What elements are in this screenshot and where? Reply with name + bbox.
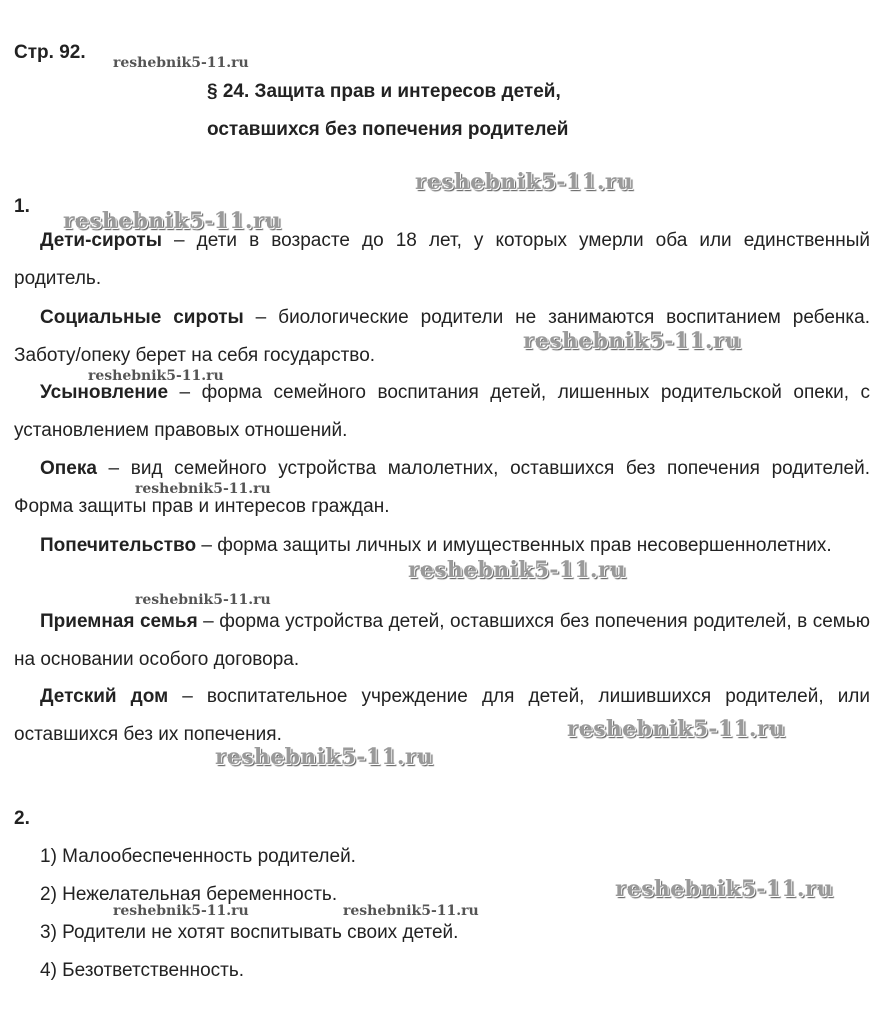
watermark: reshebnik5-11.ru (88, 368, 224, 384)
page-reference: Стр. 92. (14, 42, 86, 63)
list-item: 4) Безответственность. (40, 960, 245, 981)
watermark: reshebnik5-11.ru (523, 328, 742, 354)
definition-text: – вид семейного устройства малолетних, оставшихся без попечения родителей. Форма защиты прав и интересов граждан. (14, 458, 870, 517)
definition-deti-siroty (14, 222, 870, 298)
definition-text: – дети в возрасте до 18 лет, у которых умерли оба или единственный родитель. (14, 230, 870, 289)
section-title-line-2: оставшихся без попечения родителей (207, 119, 569, 140)
definition-term: Попечительство (40, 535, 197, 556)
watermark: reshebnik5-11.ru (343, 903, 479, 919)
list-item: 3) Родители не хотят воспитывать своих детей. (40, 922, 459, 943)
definition-opeka (14, 450, 870, 526)
watermark: reshebnik5-11.ru (113, 55, 249, 71)
definition-text: – форма защиты личных и имущественных прав несовершеннолетних. (196, 535, 832, 556)
definition-term: Приемная семья (40, 611, 198, 632)
section-title-line-1: § 24. Защита прав и интересов детей, (207, 81, 561, 102)
task-1-number: 1. (14, 196, 30, 217)
definition-text: – биологические родители не занимаются воспитанием ребенка. Заботу/опеку берет на себя государство. (14, 307, 870, 366)
definition-term: Опека (40, 458, 97, 479)
definition-priemnaya-semya (14, 603, 870, 679)
task-2-number: 2. (14, 808, 30, 829)
definition-term: Детский дом (40, 686, 169, 707)
definition-term: Усыновление (40, 382, 169, 403)
watermark: reshebnik5-11.ru (615, 876, 834, 902)
watermark: reshebnik5-11.ru (567, 716, 786, 742)
definition-term: Дети-сироты (40, 230, 162, 251)
definition-text: – форма устройства детей, оставшихся без попечения родителей, в семью на основании особого договора. (14, 611, 870, 670)
definition-term: Социальные сироты (40, 307, 244, 328)
definition-popechitelstvo (14, 527, 870, 565)
definition-text: – воспитательное учреждение для детей, лишившихся родителей, или оставшихся без их попечения. (14, 686, 871, 745)
list-item: 1) Малообеспеченность родителей. (40, 846, 356, 867)
definition-socialnye-siroty (14, 299, 870, 375)
definition-detskiy-dom (14, 678, 870, 754)
definition-text: – форма семейного воспитания детей, лишенных родительской опеки, с установлением правовых отношений. (14, 382, 870, 441)
watermark: reshebnik5-11.ru (408, 557, 627, 583)
watermark: reshebnik5-11.ru (215, 744, 434, 770)
watermark: reshebnik5-11.ru (113, 903, 249, 919)
watermark: reshebnik5-11.ru (415, 169, 634, 195)
watermark: reshebnik5-11.ru (135, 592, 271, 608)
watermark: reshebnik5-11.ru (63, 208, 282, 234)
list-item: 2) Нежелательная беременность. (40, 884, 338, 905)
definition-usynovlenie (14, 374, 870, 450)
watermark: reshebnik5-11.ru (135, 481, 271, 497)
